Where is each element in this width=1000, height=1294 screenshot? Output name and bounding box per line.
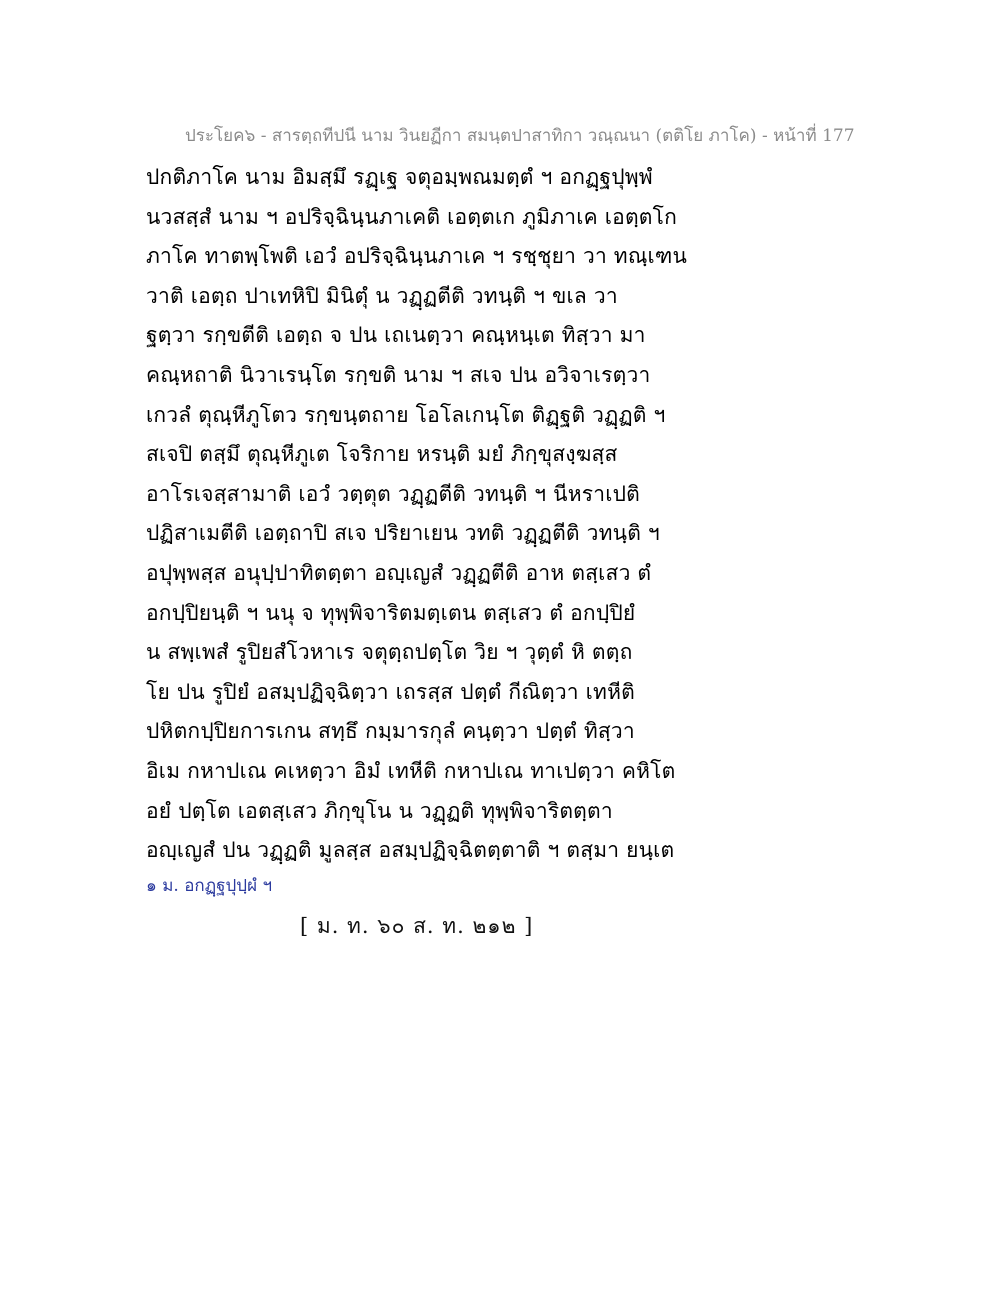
- text-line: เกวลํ ตุณฺหีภูโตว รกฺขนฺตถาย โอโลเกนฺโต ติฏฺฐติ วฏฺฏติ ฯ: [146, 402, 666, 427]
- text-line: น สพฺเพสํ รูปิยสํโวหาเร จตุตฺถปตฺโต วิย ฯ วุตฺตํ หิ ตตฺถ: [146, 640, 633, 665]
- body-text: [146, 158, 688, 871]
- text-line: อาโรเจสฺสามาติ เอวํ วตฺตุต วฏฺฏตีติ วทนฺติ ฯ นีหราเปติ: [146, 481, 640, 506]
- text-line: นวสสฺสํ นาม ฯ อปริจฺฉินฺนภาเคติ เอตฺตเก ภูมิภาเค เอตฺตโก: [146, 204, 678, 229]
- text-line: สเจปิ ตสฺมึ ตุณฺหีภูเต โจริกาย หรนฺติ มยํ ภิกฺขุสงฺฆสฺส: [146, 442, 618, 467]
- text-line: อญฺเญสํ ปน วฏฺฏติ มูลสฺส อสมฺปฏิจฺฉิตตฺตาติ ฯ ตสฺมา ยนฺเต: [146, 838, 675, 863]
- text-line: คณฺหถาติ นิวาเรนฺโต รกฺขติ นาม ฯ สเจ ปน อวิจาเรตฺวา: [146, 362, 651, 387]
- page-header: ประโยค๖ - สารตฺถทีปนี นาม วินยฏีกา สมนฺตปาสาทิกา วณฺณนา (ตติโย ภาโค) - หน้าที่ 177: [185, 126, 855, 146]
- text-line: วาติ เอตฺถ ปาเทหิปิ มินิตุํ น วฏฺฏตีติ วทนฺติ ฯ ขเล วา: [146, 283, 618, 308]
- text-line: ภาโค ทาตพฺโพติ เอวํ อปริจฺฉินฺนภาเค ฯ รชฺชุยา วา ทณฺเฑน: [146, 244, 688, 269]
- text-line: อิเม กหาปเณ คเหตฺวา อิมํ เทหีติ กหาปเณ ทาเปตฺวา คหิโต: [146, 758, 676, 783]
- text-line: อกปฺปิยนฺติ ฯ นนุ จ ทุพฺพิจาริตมตฺเตน ตสฺเสว ตํ อกปฺปิยํ: [146, 600, 636, 625]
- text-line: ปหิตกปฺปิยการเกน สทฺธึ กมฺมารกุลํ คนฺตฺวา ปตฺตํ ทิสฺวา: [146, 719, 635, 744]
- text-line: โย ปน รูปิยํ อสมฺปฏิจฺฉิตฺวา เถรสฺส ปตฺตํ กีณิตฺวา เทหีติ: [146, 679, 635, 704]
- text-line: อยํ ปตฺโต เอตสฺเสว ภิกฺขุโน น วฏฺฏติ ทุพฺพิจาริตตฺตา: [146, 798, 613, 823]
- text-line: ฐตฺวา รกฺขตีติ เอตฺถ จ ปน เถเนตฺวา คณฺหนฺเต ทิสฺวา มา: [146, 323, 646, 348]
- text-line: ปกติภาโค นาม อิมสฺมึ รฏฺเฐ จตุอมฺพณมตฺตํ ฯ อกฏฺฐปุพฺพํ: [146, 165, 653, 189]
- text-line: อปุพฺพสฺส อนุปฺปาทิตตฺตา อญฺเญสํ วฏฺฏตีติ อาห ตสฺเสว ตํ: [146, 560, 652, 585]
- page-reference: [ ม. ท. ๖๐ ส. ท. ๒๑๒ ]: [300, 914, 534, 938]
- footnote: ๑ ม. อกฏฺฐปุปฺผํ ฯ: [146, 876, 272, 896]
- text-line: ปฏิสาเมตีติ เอตฺถาปิ สเจ ปริยาเยน วทติ วฏฺฏตีติ วทนฺติ ฯ: [146, 521, 660, 546]
